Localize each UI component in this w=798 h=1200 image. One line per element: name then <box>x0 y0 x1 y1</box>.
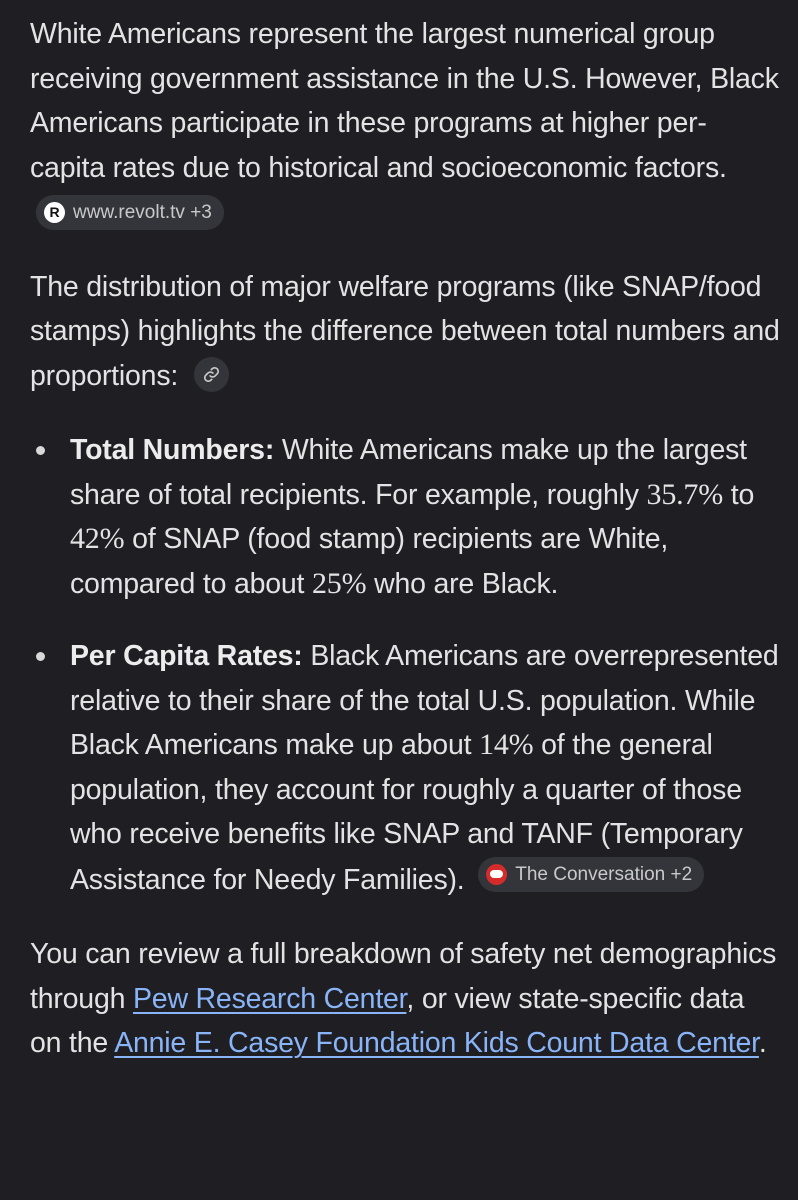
source-chip-count: +2 <box>670 863 693 885</box>
response-content <box>30 12 780 1066</box>
intro-paragraph <box>30 12 780 235</box>
bullet-text: to <box>723 478 755 511</box>
kids-count-link[interactable]: Annie E. Casey Foundation Kids Count Data Center <box>114 1027 759 1059</box>
link-chip-button[interactable] <box>194 357 229 392</box>
bullet-dot <box>36 652 45 661</box>
bullet-text: White Americans make up the largest share of total recipients. For example, roughly <box>70 434 747 511</box>
source-chip-count: +3 <box>190 202 212 223</box>
source-chip-the-conversation[interactable] <box>478 857 704 892</box>
bullet-list <box>30 428 780 902</box>
revolt-favicon-icon: R <box>44 202 65 223</box>
distribution-text: The distribution of major welfare programs (like SNAP/food stamps) highlights the difference between total numbers and proportions: <box>30 270 780 392</box>
outro-text: You can review a full breakdown of safety net demographics through <box>30 938 777 1015</box>
bullet-text: Black Americans are overrepresented relative to their share of the total U.S. population. While Black Americans make up about <box>70 640 779 761</box>
intro-text: White Americans represent the largest numerical group receiving government assistance in the U.S. However, Black Americans participate in these programs at higher per-capita rates due to historical and socioeconomic factors. <box>30 18 779 184</box>
link-icon <box>203 366 220 383</box>
percent-value: 14% <box>479 728 534 761</box>
the-conversation-favicon-icon <box>486 864 507 885</box>
percent-value: 42% <box>70 522 125 555</box>
outro-paragraph <box>30 932 780 1066</box>
list-item-total-numbers <box>30 428 780 606</box>
bullet-text: of the general population, they account for roughly a quarter of those who receive benefits like SNAP and TANF (Temporary Assistance for Needy Families). <box>70 729 743 896</box>
percent-value: 35.7% <box>646 477 724 511</box>
distribution-paragraph <box>30 265 780 399</box>
bullet-heading: Per Capita Rates: <box>70 640 303 672</box>
bullet-text: who are Black. <box>366 567 559 600</box>
pew-research-link[interactable]: Pew Research Center <box>132 982 407 1015</box>
bullet-dot <box>36 446 45 455</box>
list-item-per-capita-rates <box>30 634 780 902</box>
source-chip-label: www.revolt.tv <box>73 202 185 223</box>
bullet-heading: Total Numbers: <box>70 434 275 466</box>
bullet-text: of SNAP (food stamp) recipients are White, compared to about <box>70 523 669 600</box>
source-chip-revolt[interactable] <box>36 195 224 230</box>
source-chip-label: The Conversation <box>515 863 666 885</box>
outro-text: . <box>758 1027 767 1059</box>
percent-value: 25% <box>311 566 367 600</box>
outro-text: , or view state-specific data on the <box>30 982 745 1059</box>
